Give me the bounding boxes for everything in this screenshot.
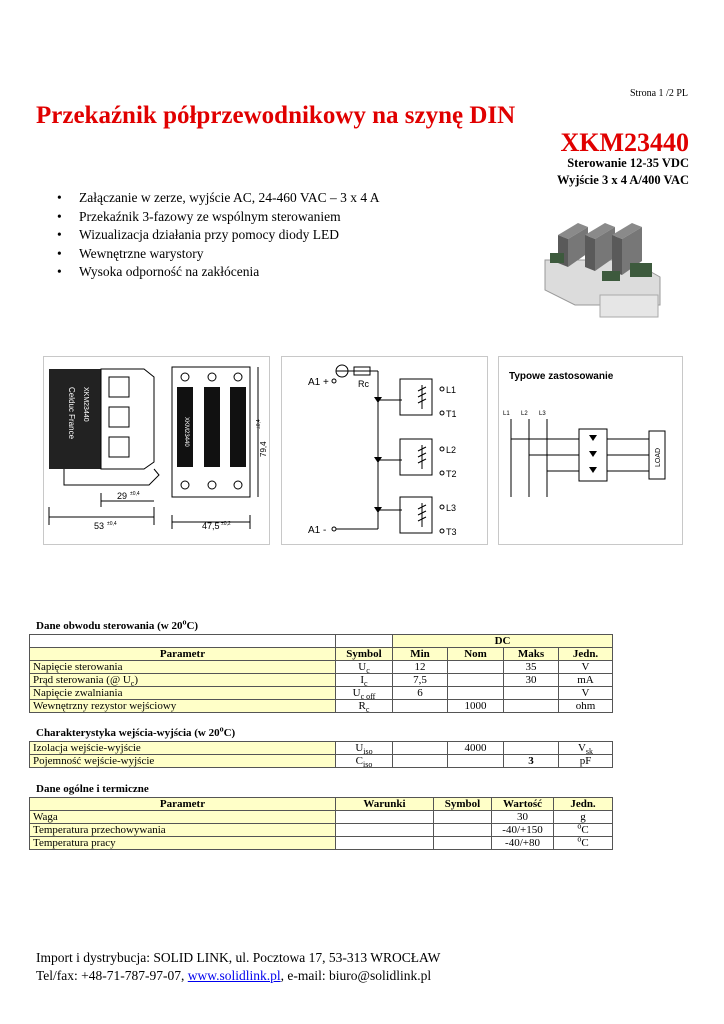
- dim-width-47: 47,5: [202, 521, 220, 531]
- side-label-2: XKM23440: [82, 387, 89, 422]
- footer-address: Import i dystrybucja: SOLID LINK, ul. Pocztowa 17, 53-313 WROCŁAW: [36, 950, 441, 965]
- circuit-label-t3: T3: [446, 527, 457, 537]
- dim-width-29: 29: [117, 491, 128, 501]
- typical-label-l2: L2: [521, 411, 528, 417]
- circuit-label-a1-minus: A1 -: [308, 525, 327, 536]
- feature-item: • Przekaźnik 3-fazowy ze wspólnym sterowaniem: [57, 208, 380, 227]
- general-table: [29, 797, 613, 850]
- table-header-row: [30, 635, 613, 648]
- circuit-label-l2: L2: [446, 445, 457, 455]
- website-link[interactable]: www.solidlink.pl: [187, 968, 281, 983]
- typical-label-l3: L3: [539, 411, 546, 417]
- front-label: XKM23440: [183, 417, 189, 447]
- dim-width-53: 53: [94, 521, 105, 531]
- feature-item: • Wewnętrzne warystory: [57, 245, 380, 264]
- feature-item: • Wizualizacja działania przy pomocy diody LED: [57, 226, 380, 245]
- circuit-label-l3: L3: [446, 503, 457, 513]
- dim-tol-29: ±0,4: [130, 491, 140, 497]
- table-row: Temperatura pracy -40/+80 $^o$C: [30, 837, 613, 850]
- footer-contact: Tel/fax: +48-71-787-97-07, www.solidlink.pl, e-mail: biuro@solidlink.pl: [36, 968, 432, 983]
- table-row: Pojemność wejście-wyjście $C_{iso}$ 3 pF: [30, 755, 613, 768]
- table-row: Wewnętrzny rezystor wejściowy $R_c$ 1000 ohm: [30, 700, 613, 713]
- dim-tol-79: ±0,4: [256, 419, 262, 429]
- product-photo: [540, 205, 665, 320]
- circuit-label-l1: L1: [446, 385, 457, 395]
- feature-item: • Załączanie w zerze, wyjście AC, 24-460 VAC – 3 x 4 A: [57, 189, 380, 208]
- typical-label-l1: L1: [503, 411, 510, 417]
- io-table: [29, 741, 613, 768]
- circuit-label-rc: Rc: [358, 379, 369, 389]
- side-label-1: Celduc France: [67, 387, 76, 440]
- dim-height-79: 79,4: [259, 441, 268, 457]
- table-header-row: Parametr Warunki Symbol Wartość Jedn.: [30, 798, 613, 811]
- model-number: XKM23440: [560, 128, 689, 157]
- table-row: Prąd sterowania (@ $U_c$) $I_c$ 7,5 30 mA: [30, 674, 613, 687]
- io-section-title: Charakterystyka wejścia-wyjścia (w 20$^o$C): [36, 724, 236, 739]
- circuit-diagram: [281, 356, 488, 545]
- footer: [36, 949, 440, 985]
- dim-tol-47: ±0,2: [221, 521, 231, 527]
- typical-application-diagram: [498, 356, 683, 545]
- control-section-title: Dane obwodu sterowania (w 20$^o$C): [36, 617, 199, 632]
- feature-item: • Wysoka odporność na zakłócenia: [57, 263, 380, 282]
- side-view-drawing: [43, 356, 270, 545]
- typical-title: Typowe zastosowanie: [509, 371, 614, 382]
- table-row: Izolacja wejście-wyjście $U_{iso}$ 4000 $V_{sk}$: [30, 742, 613, 755]
- spec-control: Sterowanie 12-35 VDC: [567, 156, 689, 170]
- table-row: Temperatura przechowywania -40/+150 $^o$C: [30, 824, 613, 837]
- control-table: [29, 634, 613, 713]
- table-header-row: Parametr Symbol Min Nom Maks Jedn.: [30, 648, 613, 661]
- spec-output: Wyjście 3 x 4 A/400 VAC: [556, 173, 689, 187]
- feature-list: [57, 189, 380, 282]
- table-row: Napięcie sterowania $U_c$ 12 35 V: [30, 661, 613, 674]
- table-row: Napięcie zwalniania $U_{c off}$ 6 V: [30, 687, 613, 700]
- dim-tol-53: ±0,4: [107, 521, 117, 527]
- general-section-title: Dane ogólne i termiczne: [36, 783, 149, 795]
- circuit-label-t1: T1: [446, 409, 457, 419]
- page-number: Strona 1 /2 PL: [629, 88, 688, 99]
- circuit-label-t2: T2: [446, 469, 457, 479]
- table-row: Waga 30 g: [30, 811, 613, 824]
- dc-header: DC: [393, 635, 613, 648]
- document-title: Przekaźnik półprzewodnikowy na szynę DIN: [36, 102, 516, 129]
- circuit-label-a1-plus: A1 +: [308, 377, 329, 388]
- typical-label-load: LOAD: [655, 447, 662, 467]
